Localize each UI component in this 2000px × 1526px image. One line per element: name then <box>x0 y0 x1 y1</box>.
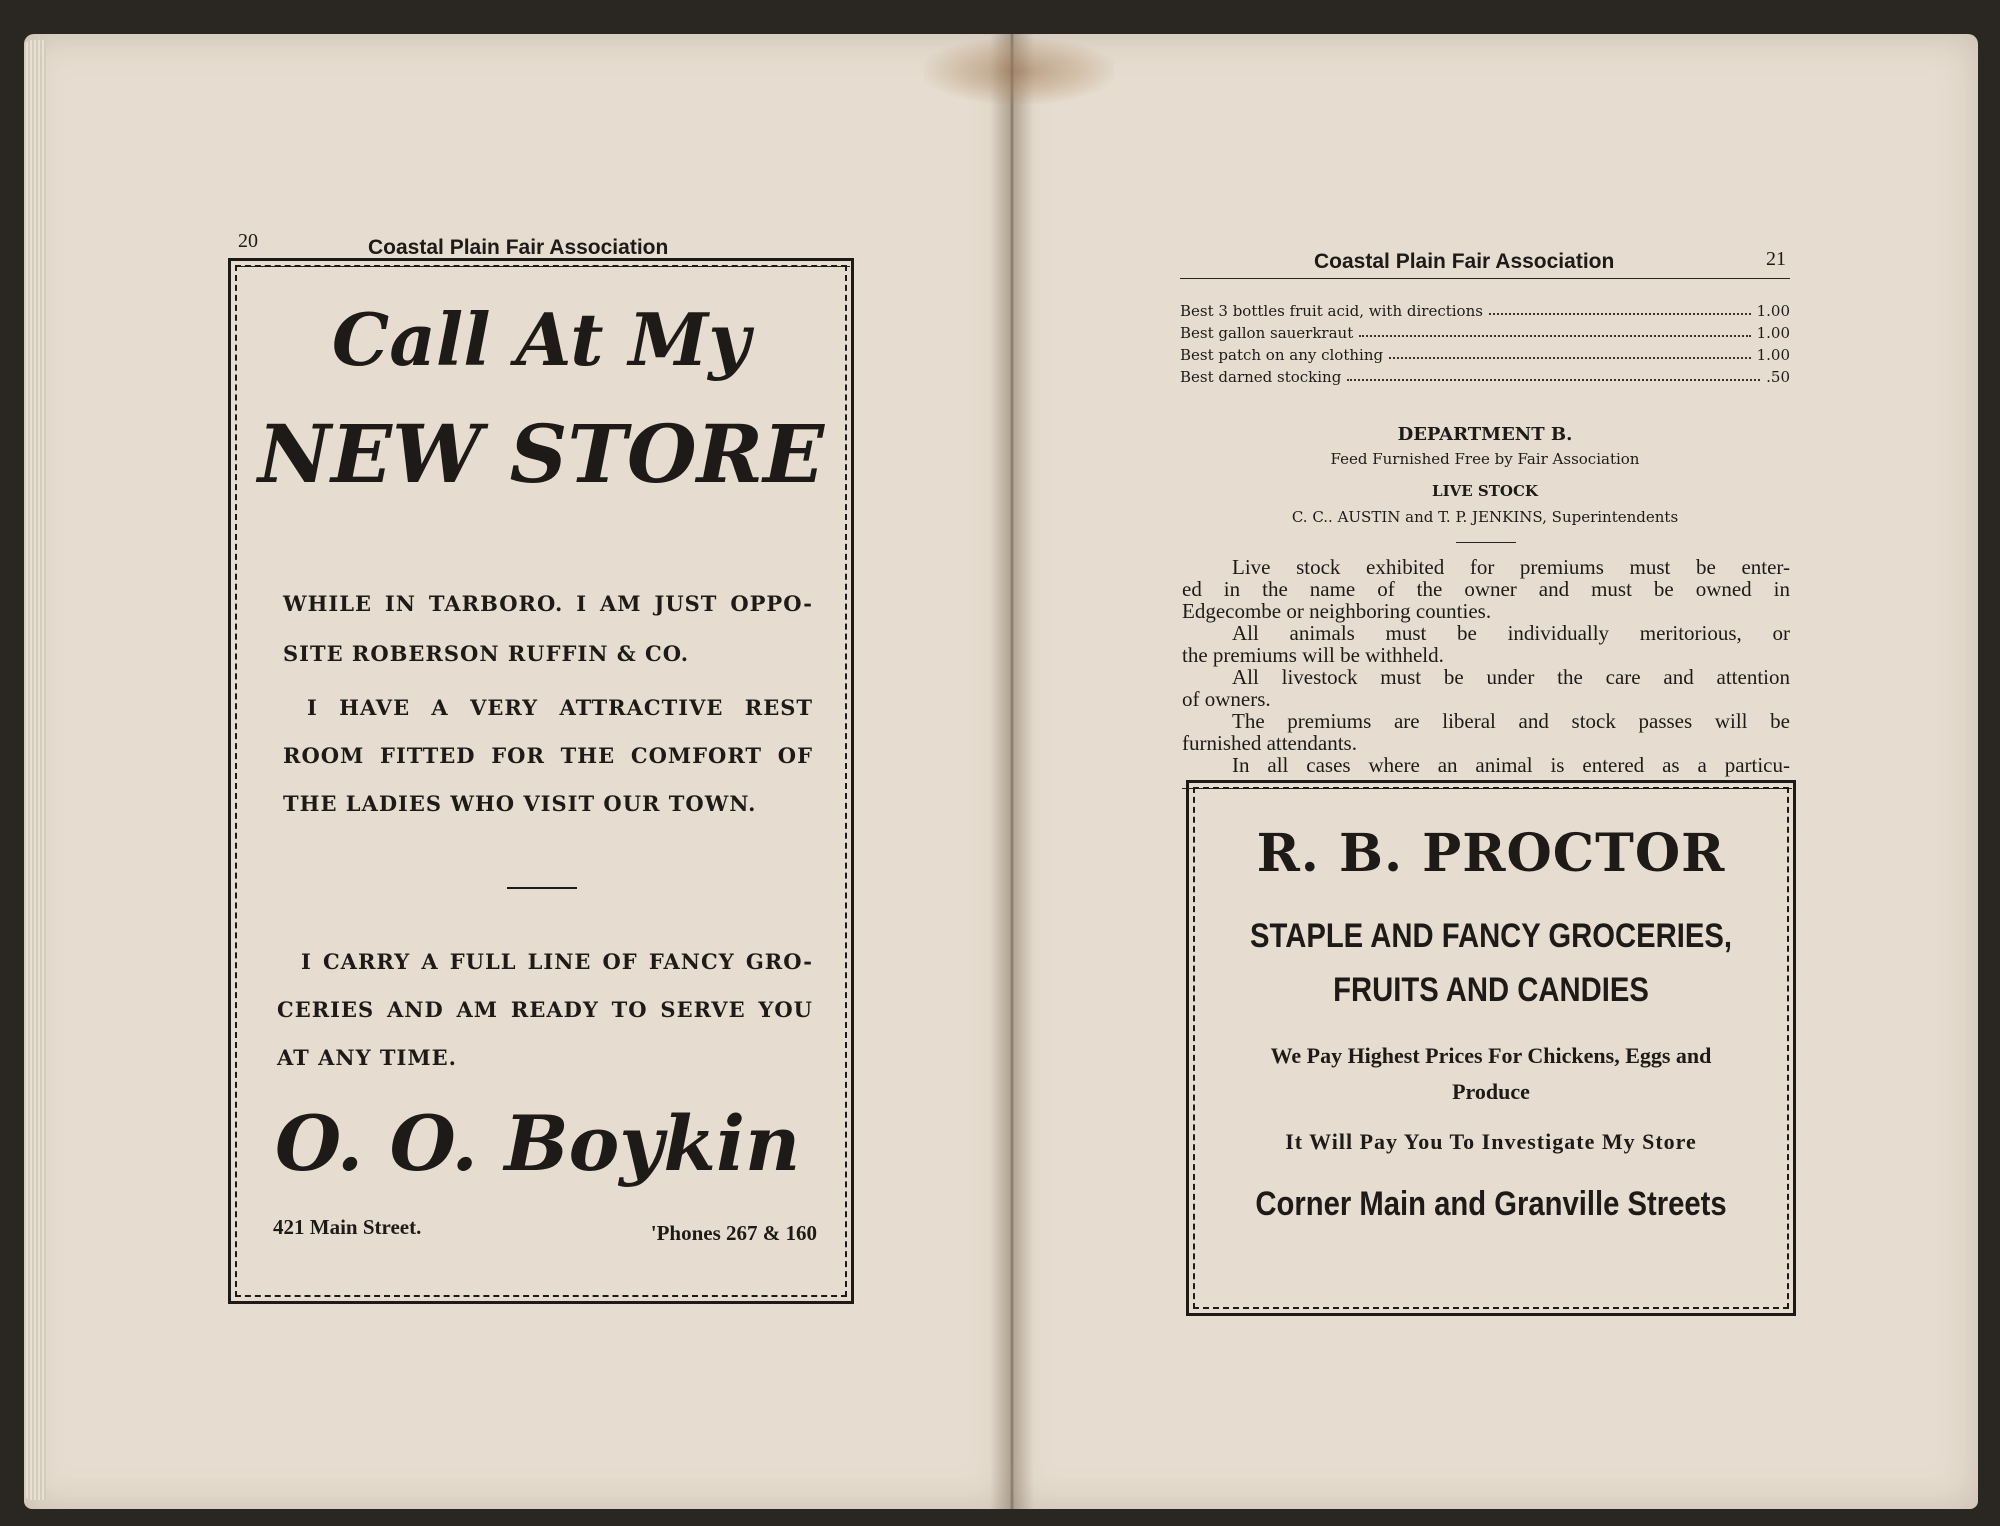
water-stain <box>924 38 1114 104</box>
body-line: All animals must be individually meritorious, or <box>1232 621 1790 645</box>
ad-merchant-name: R. B. PROCTOR <box>1256 823 1726 884</box>
ad-para2-line: ROOM FITTED FOR THE COMFORT OF <box>283 743 813 768</box>
premium-value: 1.00 <box>1756 346 1790 364</box>
premium-row <box>1180 368 1790 386</box>
superintendents: C. C.. AUSTIN and T. P. JENKINS, Superintendents <box>1291 508 1679 526</box>
ad-para1-line: WHILE IN TARBORO. I AM JUST OPPO- <box>283 591 813 616</box>
body-line: Live stock exhibited for premiums must be enter- <box>1232 555 1790 579</box>
premium-value: 1.00 <box>1756 302 1790 320</box>
ad-line-groceries: STAPLE AND FANCY GROCERIES, <box>1250 917 1732 955</box>
boykin-advertisement <box>228 258 854 1304</box>
header-rule-right <box>1180 278 1790 279</box>
body-line: In all cases where an animal is entered as a particu- <box>1232 753 1790 777</box>
page-number-left: 20 <box>238 230 258 252</box>
body-line: Edgecombe or neighboring counties. <box>1182 599 1492 623</box>
premium-label: Best 3 bottles fruit acid, with directions <box>1180 302 1483 320</box>
body-line: The premiums are liberal and stock passes will be <box>1232 709 1790 733</box>
leader-dots <box>1359 324 1750 337</box>
ad-para3-line: AT ANY TIME. <box>277 1045 457 1070</box>
page-edges <box>24 40 46 1500</box>
ad-para2-line: I HAVE A VERY ATTRACTIVE REST <box>307 695 813 720</box>
ad-line-produce: Produce <box>1452 1079 1530 1104</box>
proctor-advertisement <box>1186 780 1796 1316</box>
ad-headline-call: Call At My <box>331 297 751 382</box>
body-line: furnished attendants. <box>1182 731 1357 755</box>
body-line: of owners. <box>1182 687 1271 711</box>
premium-row <box>1180 302 1790 320</box>
ad-divider <box>507 887 577 889</box>
body-line: ed in the name of the owner and must be owned in <box>1182 577 1790 601</box>
leader-dots <box>1489 302 1751 315</box>
ad-para2-line: THE LADIES WHO VISIT OUR TOWN. <box>283 791 757 816</box>
department-heading: DEPARTMENT B. <box>1397 424 1573 445</box>
premium-label: Best gallon sauerkraut <box>1180 324 1354 342</box>
feed-note: Feed Furnished Free by Fair Association <box>1330 450 1640 468</box>
ad-merchant-name: O. O. Boykin <box>275 1099 801 1188</box>
page-number-right: 21 <box>1766 248 1786 270</box>
ad-para3-line: I CARRY A FULL LINE OF FANCY GRO- <box>301 949 813 974</box>
ad-para3-line: CERIES AND AM READY TO SERVE YOU <box>277 997 813 1022</box>
premium-row <box>1180 346 1790 364</box>
leader-dots <box>1347 368 1760 381</box>
ad-headline-new-store: NEW STORE <box>257 407 825 501</box>
section-divider <box>1456 542 1516 543</box>
body-line: the premiums will be withheld. <box>1182 643 1444 667</box>
ad-line-address: Corner Main and Granville Streets <box>1255 1185 1727 1223</box>
leader-dots <box>1389 346 1751 359</box>
premium-value: .50 <box>1766 368 1790 386</box>
ad-phones: 'Phones 267 & 160 <box>650 1221 817 1245</box>
ad-address: 421 Main Street. <box>273 1215 422 1239</box>
ad-line-investigate: It Will Pay You To Investigate My Store <box>1285 1129 1697 1154</box>
book-gutter <box>990 34 1034 1509</box>
ad-para1-line: SITE ROBERSON RUFFIN & CO. <box>283 641 690 666</box>
running-header-right: Coastal Plain Fair Association <box>1314 250 1615 273</box>
running-header-left: Coastal Plain Fair Association <box>368 236 669 259</box>
premium-value: 1.00 <box>1756 324 1790 342</box>
premium-label: Best patch on any clothing <box>1180 346 1384 364</box>
premium-label: Best darned stocking <box>1180 368 1342 386</box>
ad-line-prices: We Pay Highest Prices For Chickens, Eggs and <box>1270 1043 1712 1068</box>
ad-line-fruits: FRUITS AND CANDIES <box>1333 971 1649 1009</box>
premium-row <box>1180 324 1790 342</box>
section-heading: LIVE STOCK <box>1432 482 1538 500</box>
body-line: All livestock must be under the care and attention <box>1232 665 1790 689</box>
